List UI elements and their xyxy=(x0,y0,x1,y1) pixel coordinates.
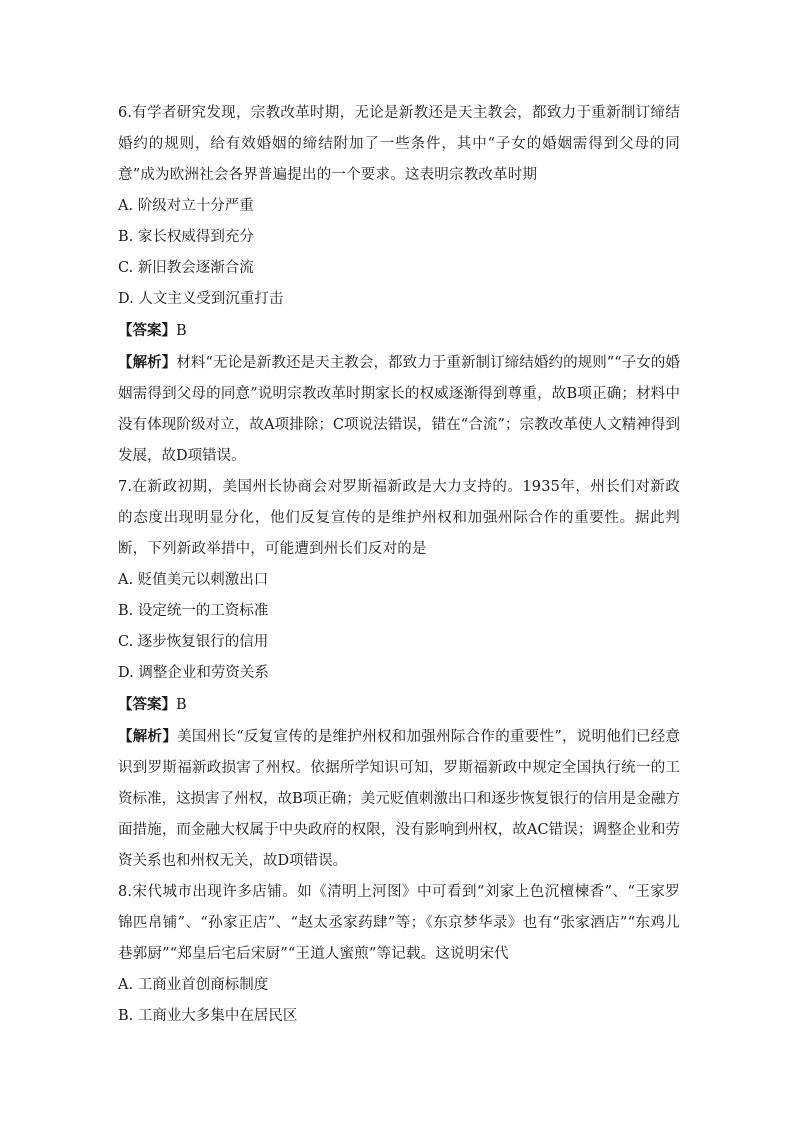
option-c: C. 逐步恢复银行的信用 xyxy=(118,634,269,650)
analysis-label: 【解析】 xyxy=(118,354,177,371)
answer-label: 【答案】 xyxy=(118,322,176,339)
question-stem: 7.在新政初期，美国州长协商会对罗斯福新政是大力支持的。1935年，州长们对新政的态度出现明显分化，他们反复宣传的是维护州权和加强州际合作的重要性。据此判断，下列新政举措中，可能遭到州长们反对的是 xyxy=(118,479,680,557)
option-c: C. 新旧教会逐渐合流 xyxy=(118,260,254,276)
document-page xyxy=(118,98,680,1032)
answer-value: B xyxy=(176,323,187,339)
option-a: A. 工商业首创商标制度 xyxy=(118,977,269,993)
option-a: A. 贬值美元以刺激出口 xyxy=(118,572,269,588)
option-d: D. 人文主义受到沉重打击 xyxy=(118,291,284,307)
option-b: B. 工商业大多集中在居民区 xyxy=(118,1008,298,1024)
answer-value: B xyxy=(176,697,187,713)
question-stem: 6.有学者研究发现，宗教改革时期，无论是新教还是天主教会，都致力于重新制订缔结婚约的规则，给有效婚姻的缔结附加了一些条件，其中“子女的婚姻需得到父母的同意”成为欧洲社会各界普遍提出的一个要求。这表明宗教改革时期 xyxy=(118,105,680,183)
option-b: B. 设定统一的工资标准 xyxy=(118,603,269,619)
option-a: A. 阶级对立十分严重 xyxy=(118,198,254,214)
analysis-text: 材料“无论是新教还是天主教会，都致力于重新制订缔结婚约的规则”“子女的婚姻需得到父母的同意”说明宗教改革时期家长的权威逐渐得到尊重，故B项正确；材料中没有体现阶级对立，故A项排除；C项说法错误，错在“合流”；宗教改革使人文精神得到发展，故D项错误。 xyxy=(118,355,680,464)
option-b: B. 家长权威得到充分 xyxy=(118,229,254,245)
analysis-label: 【解析】 xyxy=(118,728,178,745)
question-8 xyxy=(118,877,680,1032)
analysis-paragraph xyxy=(118,347,680,472)
answer-label: 【答案】 xyxy=(118,696,176,713)
analysis-text: 美国州长“反复宣传的是维护州权和加强州际合作的重要性”，说明他们已经意识到罗斯福新政损害了州权。依据所学知识可知，罗斯福新政中规定全国执行统一的工资标准，这损害了州权，故B项正确；美元贬值刺激出口和逐步恢复银行的信用是金融方面措施，而金融大权属于中央政府的权限，没有影响到州权，故AC错误；调整企业和劳资关系也和州权无关，故D项错误。 xyxy=(118,729,680,869)
analysis-paragraph xyxy=(118,721,680,877)
question-7 xyxy=(118,472,680,877)
question-6 xyxy=(118,98,680,472)
answer-line xyxy=(118,315,680,347)
option-d: D. 调整企业和劳资关系 xyxy=(118,665,269,681)
question-stem: 8.宋代城市出现许多店铺。如《清明上河图》中可看到“刘家上色沉檀楝香”、“王家罗锦匹帛铺”、“孙家正店”、“赵太丞家药肆”等；《东京梦华录》也有“张家酒店”“东鸡儿巷郭厨”“郑皇后宅后宋厨”“王道人蜜煎”等记载。这说明宋代 xyxy=(118,884,680,962)
answer-line xyxy=(118,689,680,721)
